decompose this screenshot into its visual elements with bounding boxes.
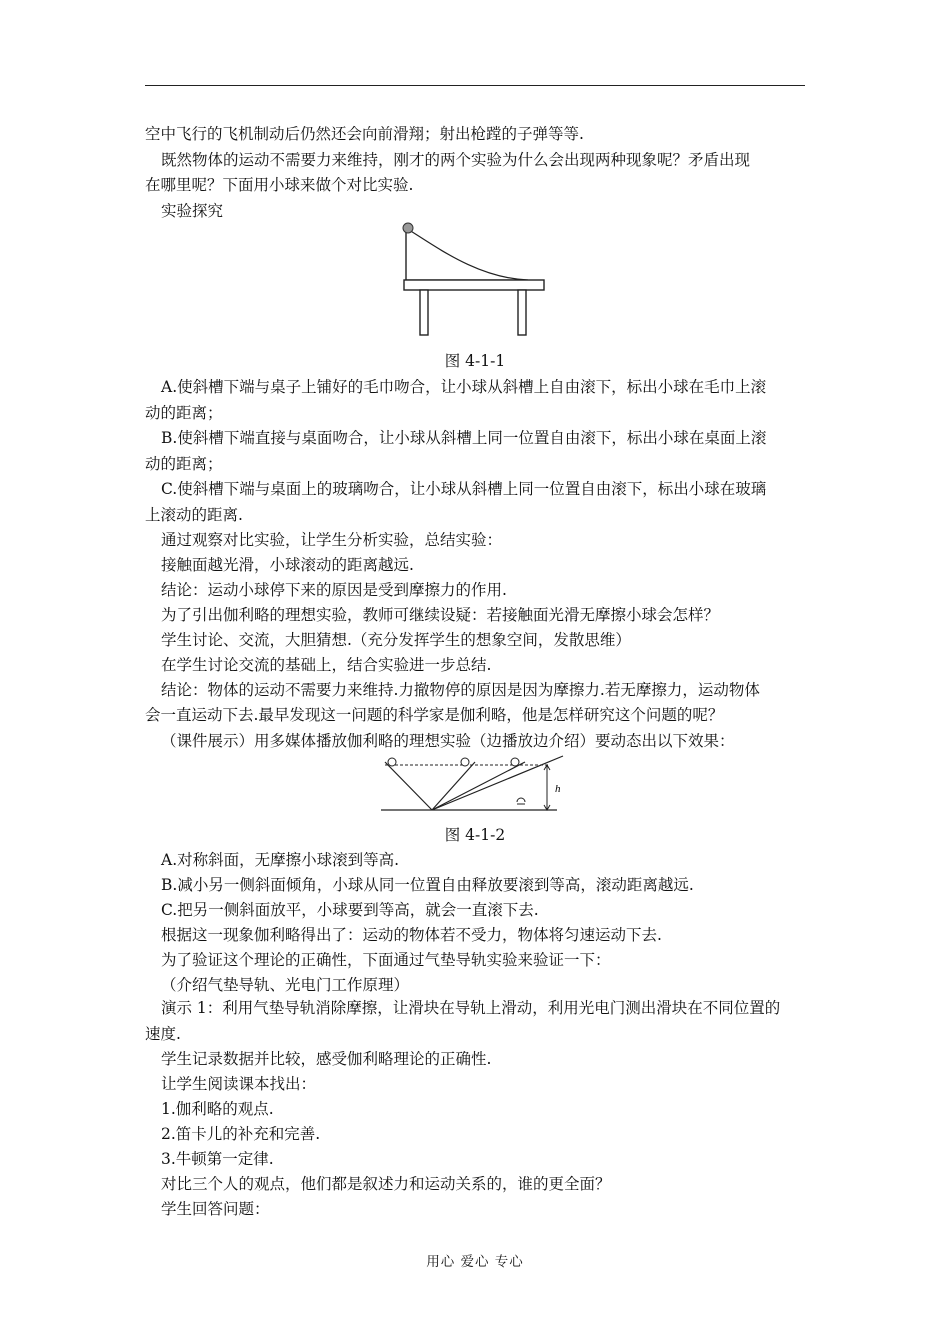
text-line: 在学生讨论交流的基础上，结合实验进一步总结. <box>161 656 492 674</box>
text-line: C.把另一侧斜面放平，小球要到等高，就会一直滚下去. <box>161 901 539 919</box>
figure-galileo-inclines <box>375 752 570 818</box>
text-line: 学生记录数据并比较，感受伽利略理论的正确性. <box>161 1050 492 1068</box>
text-line: A.对称斜面，无摩擦小球滚到等高. <box>161 851 400 869</box>
text-line: 上滚动的距离. <box>145 506 243 524</box>
text-line: 学生回答问题： <box>161 1200 270 1218</box>
figure-caption-2: 图 4-1-2 <box>444 826 506 844</box>
text-line: 3.牛顿第一定律. <box>161 1150 274 1168</box>
text-line: 演示 1：利用气垫导轨消除摩擦，让滑块在导轨上滑动，利用光电门测出滑块在不同位置的 <box>161 999 781 1017</box>
text-line: 学生讨论、交流，大胆猜想.（充分发挥学生的想象空间，发散思维） <box>161 631 631 649</box>
text-line: 让学生阅读课本找出： <box>161 1075 317 1093</box>
page-footer: 用心 爱心 专心 <box>426 1254 524 1270</box>
text-line: 动的距离； <box>145 404 223 422</box>
text-line: 通过观察对比实验，让学生分析实验，总结实验： <box>161 531 503 549</box>
text-line: 1.伽利略的观点. <box>161 1100 274 1118</box>
text-line: 在哪里呢？下面用小球来做个对比实验. <box>145 176 414 194</box>
text-line: 为了引出伽利略的理想实验，教师可继续设疑：若接触面光滑无摩擦小球会怎样？ <box>161 606 720 624</box>
figure-caption-1: 图 4-1-1 <box>444 352 506 370</box>
text-line: 会一直运动下去.最早发现这一问题的科学家是伽利略，他是怎样研究这个问题的呢？ <box>145 706 724 724</box>
text-line: A.使斜槽下端与桌子上铺好的毛巾吻合，让小球从斜槽上自由滚下，标出小球在毛巾上滚 <box>161 378 767 396</box>
text-line: 速度. <box>145 1025 181 1043</box>
text-line: （课件展示）用多媒体播放伽利略的理想实验（边播放边介绍）要动态出以下效果： <box>161 732 735 750</box>
text-line: 结论：物体的运动不需要力来维持.力撤物停的原因是因为摩擦力.若无摩擦力，运动物体 <box>161 681 760 699</box>
text-line: C.使斜槽下端与桌面上的玻璃吻合，让小球从斜槽上同一位置自由滚下，标出小球在玻璃 <box>161 480 767 498</box>
text-line: 为了验证这个理论的正确性，下面通过气垫导轨实验来验证一下： <box>161 951 611 969</box>
text-line: 实验探究 <box>161 202 224 220</box>
text-line: （介绍气垫导轨、光电门工作原理） <box>161 976 410 994</box>
text-line: 对比三个人的观点，他们都是叙述力和运动关系的，谁的更全面？ <box>161 1175 611 1193</box>
height-label: h <box>555 783 561 795</box>
text-line: B.使斜槽下端直接与桌面吻合，让小球从斜槽上同一位置自由滚下，标出小球在桌面上滚 <box>161 429 767 447</box>
text-line: 动的距离； <box>145 455 223 473</box>
text-line: 根据这一现象伽利略得出了：运动的物体若不受力，物体将匀速运动下去. <box>161 926 662 944</box>
text-line: 接触面越光滑，小球滚动的距离越远. <box>161 556 414 574</box>
text-line: 既然物体的运动不需要力来维持，刚才的两个实验为什么会出现两种现象呢？矛盾出现 <box>161 151 751 169</box>
header-rule <box>145 85 805 86</box>
text-line: B.减小另一侧斜面倾角，小球从同一位置自由释放要滚到等高，滚动距离越远. <box>161 876 694 894</box>
text-line: 结论：运动小球停下来的原因是受到摩擦力的作用. <box>161 581 507 599</box>
figure-ramp-on-table <box>398 218 550 338</box>
text-line: 空中飞行的飞机制动后仍然还会向前滑翔；射出枪蹚的子弹等等. <box>145 125 584 143</box>
text-line: 2.笛卡儿的补充和完善. <box>161 1125 321 1143</box>
